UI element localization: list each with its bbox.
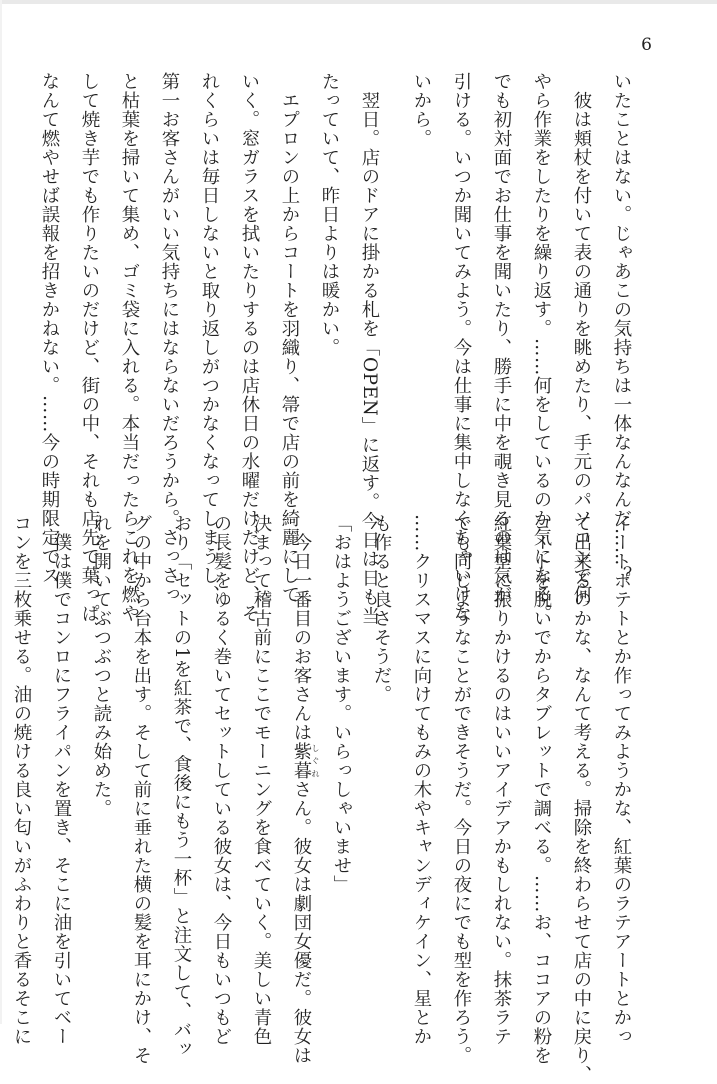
text-line-with-ruby bbox=[281, 514, 321, 1065]
text-line: 「おはようございます。いらっしゃいませ」 bbox=[331, 514, 352, 894]
text-line: コートを脱いでからタブレットで調べる。……お、ココアの粉を bbox=[531, 514, 552, 1065]
text-line: いく。窓ガラスを拭いたりするのは店休日の水曜だけだけど、そ bbox=[239, 72, 260, 623]
text-line: でも初対面でお仕事を聞いたり、勝手に中を覗き見るのは気が bbox=[491, 72, 512, 604]
text-line: おり「セットの1を紅茶で、食後にもう一杯」と注文して、バッ bbox=[171, 514, 192, 1059]
text-line: ……クリスマスに向けてもみの木やキャンディケイン、星とか bbox=[411, 514, 432, 1046]
text-line: 第一お客さんがいい気持ちにはならないだろうから。さっさっ bbox=[159, 72, 180, 604]
column-divider bbox=[116, 506, 666, 507]
text-line: と枯葉を掃いて集め、ゴミ袋に入れる。本当だったらこれを燃や bbox=[119, 72, 140, 623]
text-line: イートポテトとか作ってみようかな、紅葉のラテアートとかっ bbox=[611, 514, 632, 1046]
text-line: いから。 bbox=[411, 72, 432, 148]
text-line: いたことはない。じゃあこの気持ちは一体なんなんだ……？ bbox=[611, 72, 632, 585]
text-line: なんて燃やせば誤報を招きかねない。……今の時期限定でス bbox=[39, 72, 60, 585]
text-line: して焼き芋でも作りたいのだけど、街の中、それも店先で葉っぱ bbox=[79, 72, 100, 623]
text-fragment: さん。彼女は劇団女優だ。彼女は bbox=[291, 780, 312, 1065]
text-line: の長髪をゆるく巻いてセットしている彼女は、今日もいつもど bbox=[211, 514, 232, 1046]
text-line bbox=[0, 514, 1, 989]
text-line: て出来るのかな、なんて考える。掃除を終わらせて店の中に戻り、 bbox=[571, 514, 592, 1084]
text-line: エプロンの上からコートを羽織り、箒で店の前を綺麗にして bbox=[279, 72, 300, 604]
text-line: たっていて、昨日よりは暖かい。 bbox=[319, 72, 340, 357]
text-line: でも同じようなことができそうだ。今日の夜にでも型を作ろう。 bbox=[451, 514, 472, 1065]
text-fragment: 今日一番目のお客さんは bbox=[291, 514, 312, 742]
ruby-name bbox=[291, 742, 320, 780]
text-line: 僕は僕でコンロにフライパンを置き、そこに油を引いてベー bbox=[51, 514, 72, 1046]
text-line: 引ける。いつか聞いてみよう。今は仕事に集中しなくちゃいけな bbox=[451, 72, 472, 623]
text-line: れを開いてぶつぶつと読み始めた。 bbox=[91, 514, 112, 818]
text-line: れくらいは毎日しないと取り返しがつかなくなってしまうし、 bbox=[199, 72, 220, 604]
text-line: やら作業をしたりを繰り返す。……何をしているのか気になる。 bbox=[531, 72, 552, 623]
top-edge bbox=[0, 0, 717, 4]
text-line: も作ると良さそうだ。 bbox=[371, 514, 392, 704]
ruby-reading: しぐれ bbox=[311, 742, 320, 780]
text-line: グの中から台本を出す。そして前に垂れた横の髪を耳にかけ、そ bbox=[131, 514, 152, 1065]
text-line: コンを三枚乗せる。油の焼ける良い匂いがふわりと香るそこに bbox=[11, 514, 32, 1046]
text-line: 紅葉型に振りかけるのはいいアイデアかもしれない。抹茶ラテ bbox=[491, 514, 512, 1046]
text-line: 決まって稽古前にここでモーニングを食べていく。美しい青色 bbox=[251, 514, 272, 1046]
text-line: 彼は頬杖を付いて表の通りを眺めたり、手元のパソコンで何 bbox=[571, 72, 592, 604]
text-block-upper bbox=[389, 72, 641, 623]
text-line: 翌日。店のドアに掛かる札を「OPEN」に返す。今日は日も当 bbox=[359, 72, 380, 626]
page-number: 6 bbox=[641, 35, 652, 55]
text-block-lower bbox=[11, 514, 641, 1084]
ruby-base: 紫暮 bbox=[291, 742, 312, 780]
